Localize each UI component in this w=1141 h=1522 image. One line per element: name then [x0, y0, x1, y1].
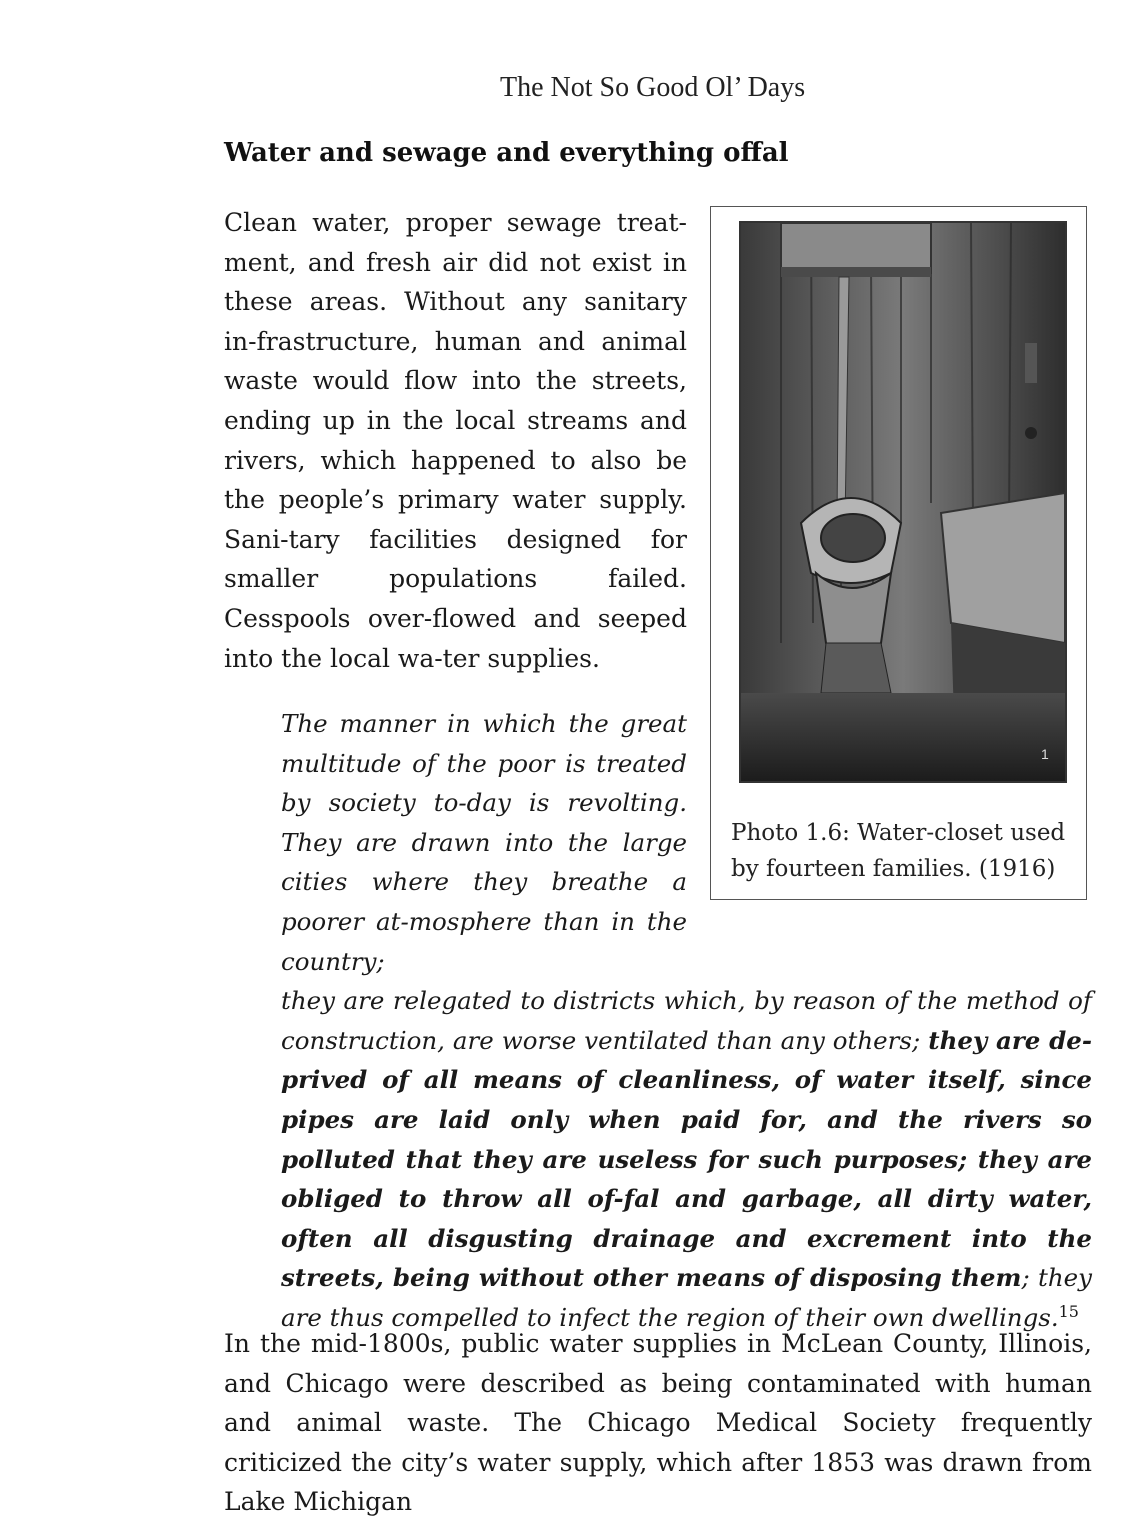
- quote-part-1: The manner in which the great multitude of the poor is treated by society to-day is revolting. They are drawn into the large cities where they breathe a poorer at-mosphere than in the country;: [281, 709, 687, 976]
- quote-part-3: ; they are thus compelled to infect the region of their own dwellings.: [281, 1263, 1092, 1332]
- photo-number: 1: [1041, 746, 1049, 762]
- quote-part-2: they are relegated to districts which, by reason of the method of construction, are worse ventilated than any others;: [281, 986, 1092, 1055]
- intro-paragraph: Clean water, proper sewage treat-ment, and fresh air did not exist in these areas. Without any sanitary in-frastructure, human and animal waste would flow into the streets, ending up in the local streams and rivers, which happened to also be the people’s primary water supply. Sani-tary facilities designed for smaller populations failed. Cesspools over-flowed and seeped into the local wa-ter supplies.: [224, 208, 687, 673]
- section-title: Water and sewage and everything offal: [224, 138, 789, 168]
- quote-bold-part: they are de-prived of all means of cleanliness, of water itself, since pipes are laid only when paid for, and the rivers so polluted that they are useless for such purposes; they are obliged to throw all of-fal and garbage, all dirty water, often all disgusting drainage and excrement into the streets, being without other means of disposing them: [281, 1025, 1092, 1293]
- water-closet-photo: [739, 221, 1067, 783]
- body-paragraph: In the mid-1800s, public water supplies in McLean County, Illinois, and Chicago were described as being contaminated with human and animal waste. The Chicago Medical Society frequently criticized the city’s water supply, which after 1853 was drawn from Lake Michigan: [224, 1329, 1092, 1517]
- block-quote: [281, 704, 1092, 1338]
- footnote-reference[interactable]: 15: [1058, 1301, 1079, 1321]
- running-head: The Not So Good Ol’ Days: [500, 72, 806, 103]
- figure-caption: Photo 1.6: Water-closet used by fourteen families. (1916): [731, 820, 1066, 882]
